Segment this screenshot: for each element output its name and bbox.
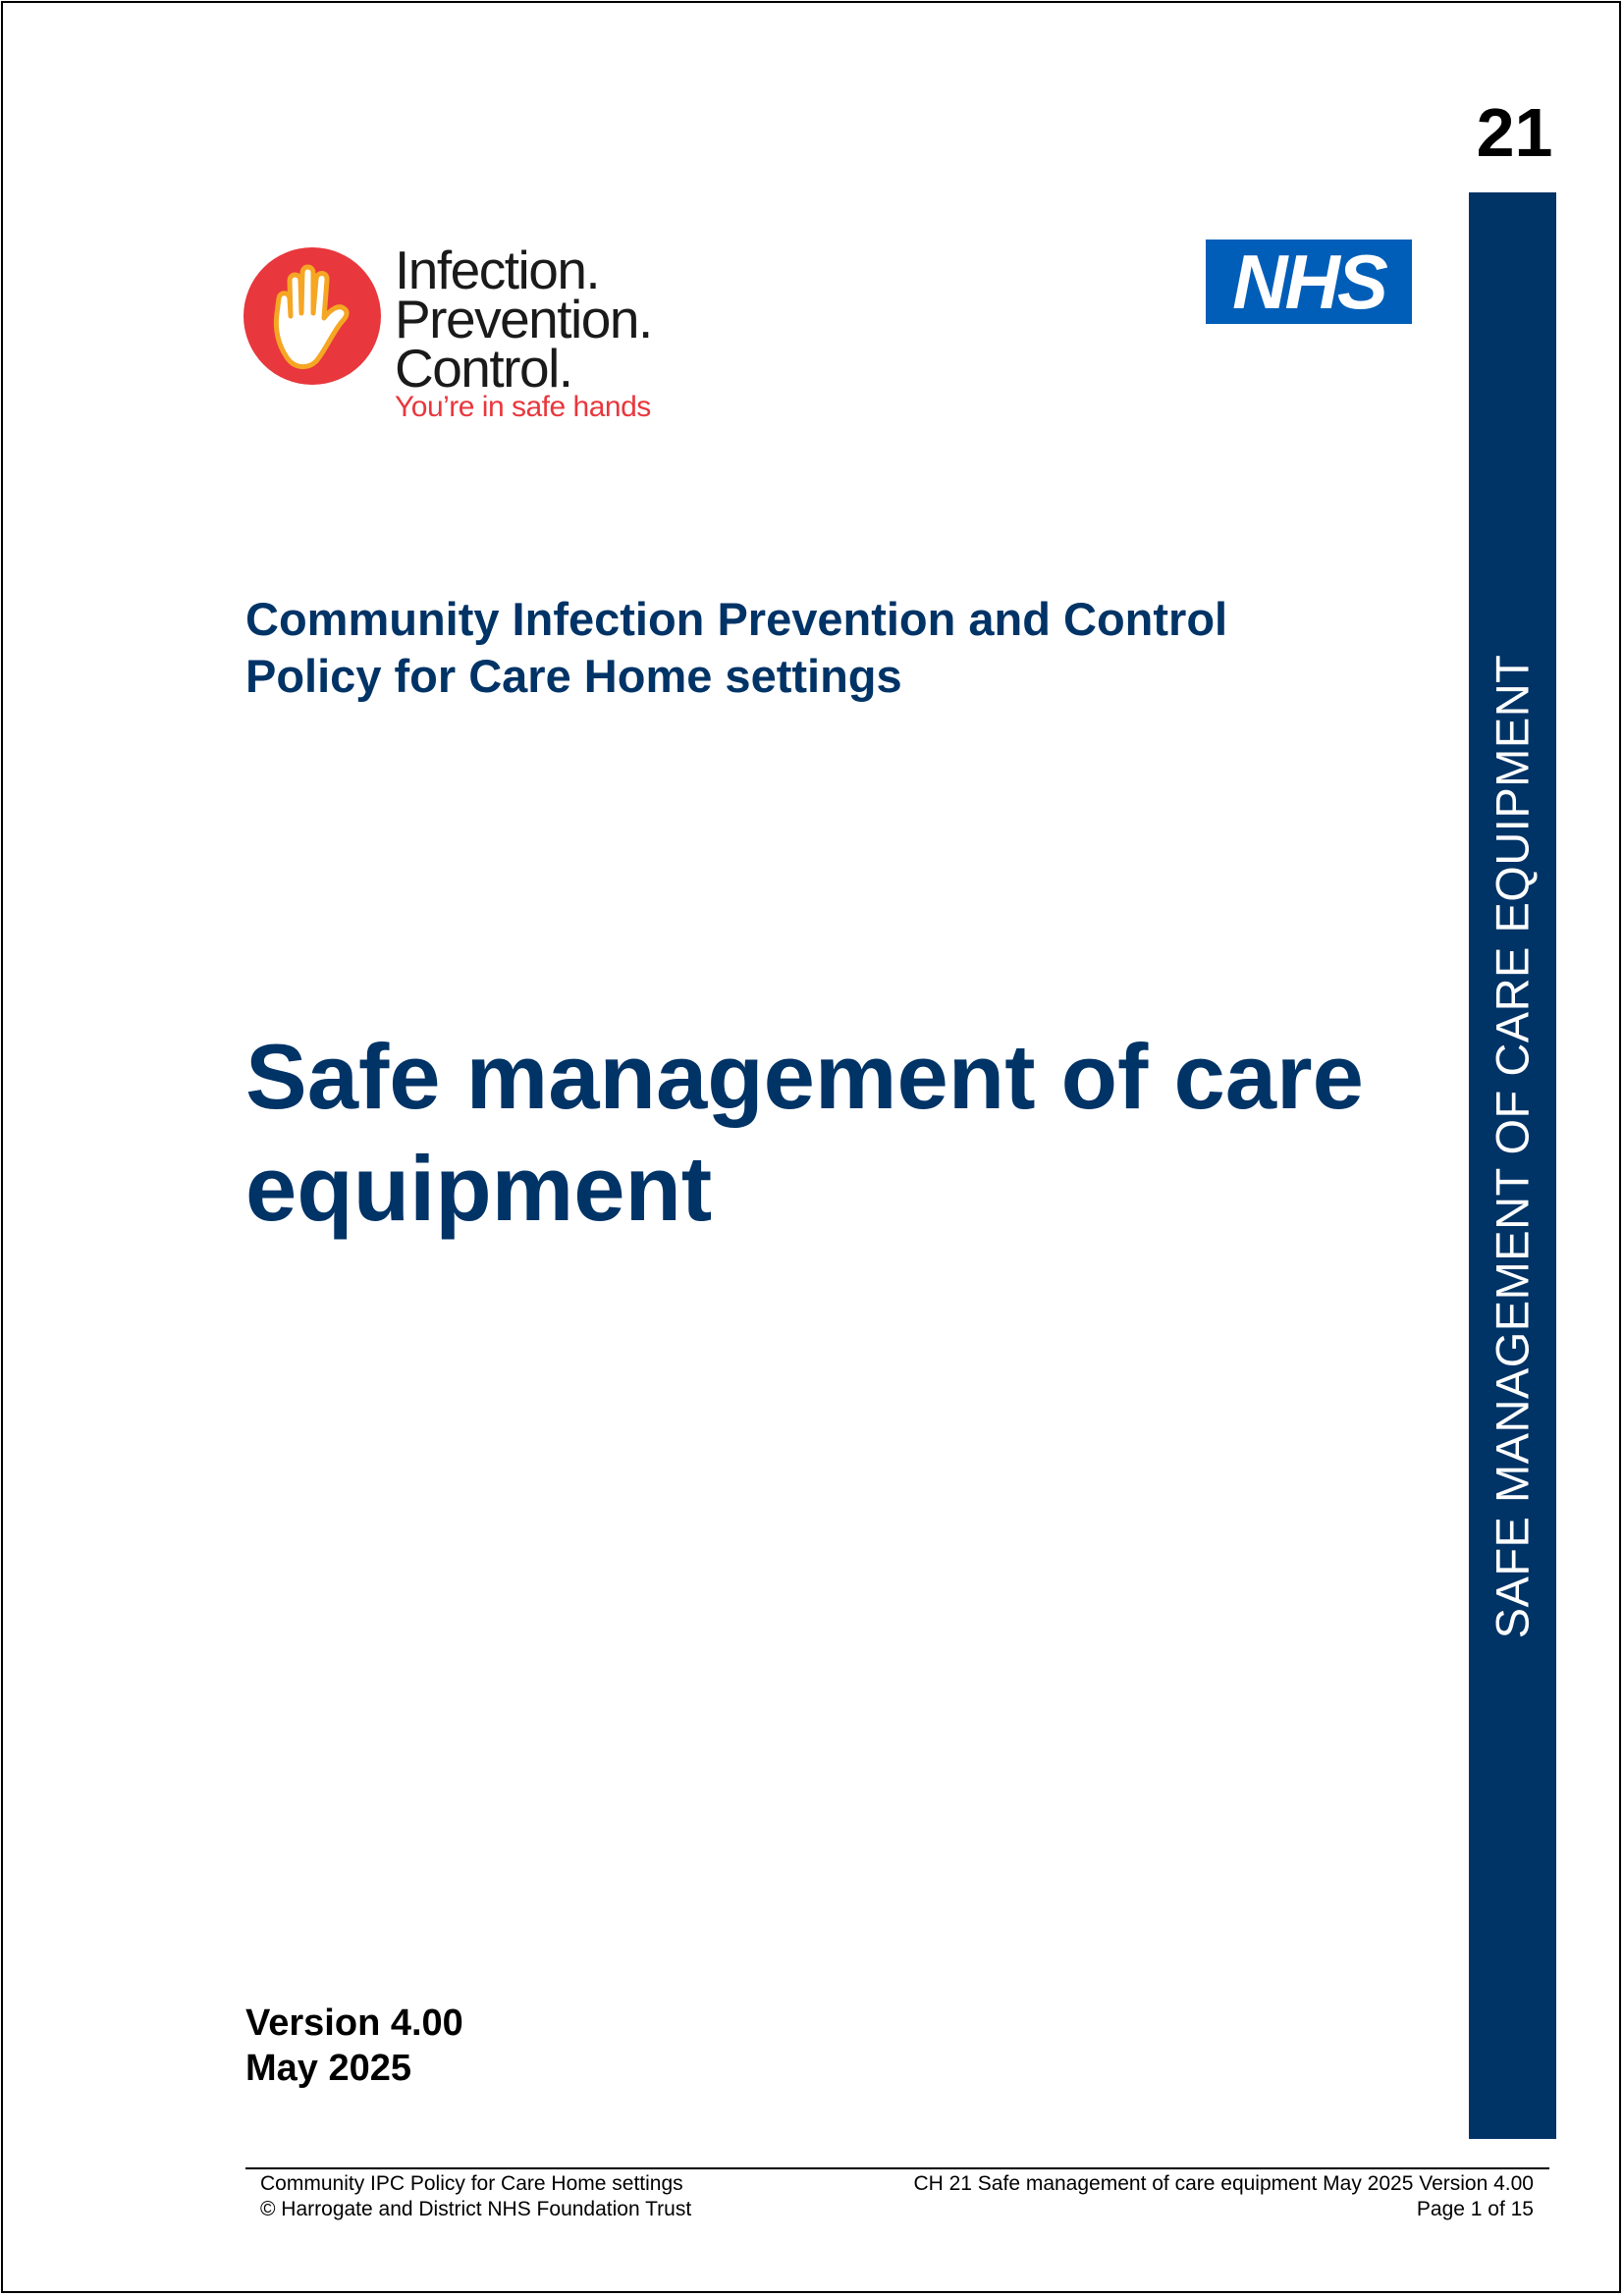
- ipc-line1: Infection.: [395, 240, 600, 300]
- date-label: May 2025: [245, 2048, 412, 2089]
- footer-rule: [245, 2167, 1549, 2169]
- footer-left-line2: © Harrogate and District NHS Foundation Trust: [260, 2198, 692, 2220]
- document-subtitle: [245, 591, 1424, 705]
- side-title-wrap: [1469, 192, 1556, 2139]
- footer-right-line1: CH 21 Safe management of care equipment May 2025 Version 4.00: [913, 2172, 1534, 2195]
- page-number: Page 1 of 15: [1416, 2198, 1534, 2220]
- subtitle-line2: Policy for Care Home settings: [245, 650, 902, 702]
- title-line1: Safe management of care: [245, 1025, 1364, 1128]
- subtitle-line1: Community Infection Prevention and Control: [245, 593, 1228, 645]
- chapter-number: 21: [1476, 94, 1553, 171]
- title-line2: equipment: [245, 1137, 713, 1240]
- ipc-tagline: You’re in safe hands: [395, 391, 651, 423]
- footer-right: [913, 2171, 1534, 2222]
- version-label: Version 4.00: [245, 2002, 463, 2044]
- ipc-logo: [244, 241, 676, 428]
- side-title: SAFE MANAGEMENT OF CARE EQUIPMENT: [1486, 654, 1539, 1639]
- footer-left-line1: Community IPC Policy for Care Home settings: [260, 2172, 683, 2195]
- hand-icon: [257, 259, 367, 375]
- document-title: [245, 1021, 1453, 1245]
- nhs-logo: NHS: [1206, 240, 1412, 324]
- ipc-line3: Control.: [395, 338, 572, 399]
- footer-left: [260, 2171, 691, 2222]
- version-block: [245, 2001, 463, 2091]
- ipc-line2: Prevention.: [395, 289, 652, 349]
